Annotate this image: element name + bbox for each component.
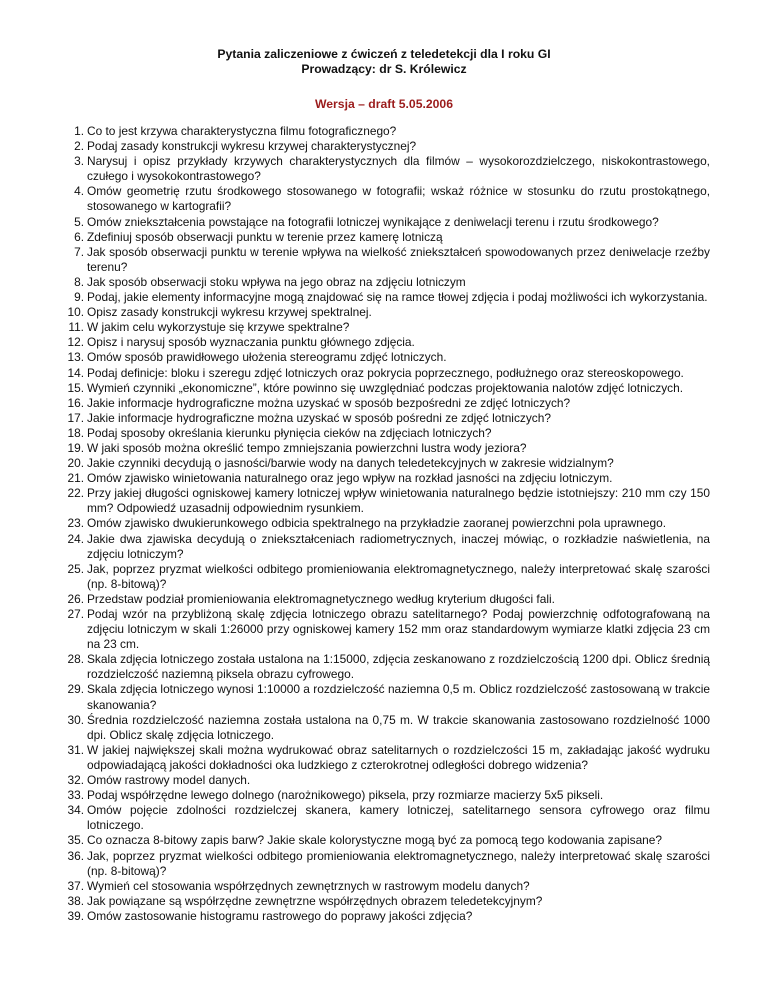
question-text: Podaj definicje: bloku i szeregu zdjęć lotniczych oraz pokrycia poprzecznego, podłużnego oraz stereoskopowego. <box>87 365 684 380</box>
question-number: 31. <box>67 742 84 757</box>
question-number: 18. <box>67 425 84 440</box>
question-text: Narysuj i opisz przykłady krzywych charakterystycznych dla filmów – wysokorozdzielczego, niskokontrastowego, czułego i wysokokontrastowego? <box>87 154 710 184</box>
question-number: 7. <box>74 244 84 259</box>
question-number: 21. <box>67 471 84 486</box>
question-text: Opisz i narysuj sposób wyznaczania punktu głównego zdjęcia. <box>87 335 415 350</box>
question-item <box>60 245 710 275</box>
question-number: 36. <box>67 848 84 863</box>
question-text: Omów zastosowanie histogramu rastrowego do poprawy jakości zdjęcia? <box>87 908 473 923</box>
question-item <box>60 516 710 531</box>
question-item <box>60 909 710 924</box>
question-item <box>60 486 710 516</box>
question-item <box>60 562 710 592</box>
question-item <box>60 396 710 411</box>
question-number: 23. <box>67 516 84 531</box>
question-number: 26. <box>67 591 84 606</box>
question-text: Wymień czynniki „ekonomiczne”, które powinno się uwzględniać podczas projektowania nalotów zdjęć lotniczych. <box>87 380 684 395</box>
version-label: Wersja – draft 5.05.2006 <box>315 97 453 111</box>
question-text: Jak, poprzez pryzmat wielkości odbitego promieniowania elektromagnetycznego, należy interpretować skalę szarości (np. 8-bitową)? <box>87 561 710 591</box>
question-number: 15. <box>67 380 84 395</box>
question-item <box>60 879 710 894</box>
question-item <box>60 788 710 803</box>
question-text: Co oznacza 8-bitowy zapis barw? Jakie skale kolorystyczne mogą być za pomocą tego kodowania zapisane? <box>87 833 663 848</box>
lecturer-line: Prowadzący: dr S. Królewicz <box>301 62 467 76</box>
question-number: 25. <box>67 561 84 576</box>
question-number: 30. <box>67 712 84 727</box>
question-item <box>60 471 710 486</box>
question-item <box>60 652 710 682</box>
question-text: Jak, poprzez pryzmat wielkości odbitego promieniowania elektromagnetycznego, należy interpretować skalę szarości (np. 8-bitową)? <box>87 848 710 878</box>
question-text: Skala zdjęcia lotniczego wynosi 1:10000 a rozdzielczość naziemna 0,5 m. Oblicz rozdzielczość zastosowaną w trakcie skanowania? <box>87 682 710 712</box>
question-text: Podaj wzór na przybliżoną skalę zdjęcia lotniczego obrazu satelitarnego? Podaj powierzchnię odfotografowaną na zdjęciu lotniczym w skali 1:26000 przy ogniskowej kamery 152 mm oraz standardowym wymiarze klatki zdjęcia 23 cm na 23 cm. <box>87 607 710 652</box>
question-text: Jak sposób obserwacji punktu w terenie wpływa na wielkość zniekształceń spowodowanych przez deniwelacje rzeźby terenu? <box>87 244 710 274</box>
question-number: 16. <box>67 395 84 410</box>
question-text: Omów geometrię rzutu środkowego stosowanego w fotografii; wskaż różnice w stosunku do rzutu prostokątnego, stosowanego w kartografii? <box>87 184 710 214</box>
question-item <box>60 441 710 456</box>
question-item <box>60 849 710 879</box>
question-number: 22. <box>67 486 84 501</box>
question-number: 6. <box>74 229 84 244</box>
question-text: Jakie czynniki decydują o jasności/barwie wody na danych teledetekcyjnych w zakresie widzialnym? <box>87 456 614 471</box>
question-text: Omów pojęcie zdolności rozdzielczej skanera, kamery lotniczej, satelitarnego sensora cyfrowego oraz filmu lotniczego. <box>87 803 710 833</box>
question-item <box>60 773 710 788</box>
question-item <box>60 713 710 743</box>
question-number: 4. <box>74 184 84 199</box>
question-number: 11. <box>68 320 84 335</box>
question-text: Przedstaw podział promieniowania elektromagnetycznego według kryterium długości fali. <box>87 591 555 606</box>
question-number: 8. <box>74 274 84 289</box>
question-number: 39. <box>67 908 84 923</box>
question-number: 32. <box>67 773 84 788</box>
question-number: 38. <box>67 893 84 908</box>
question-text: Omów zjawisko winietowania naturalnego oraz jego wpływ na rozkład jasności na zdjęciu lotniczym. <box>87 471 613 486</box>
question-number: 5. <box>74 214 84 229</box>
question-text: Omów rastrowy model danych. <box>87 773 251 788</box>
question-number: 9. <box>74 290 84 305</box>
question-item <box>60 320 710 335</box>
question-number: 27. <box>67 607 84 621</box>
question-item <box>60 290 710 305</box>
question-text: Wymień cel stosowania współrzędnych zewnętrznych w rastrowym modelu danych? <box>87 878 530 893</box>
question-number: 1. <box>74 124 84 138</box>
question-item <box>60 743 710 773</box>
question-number: 20. <box>67 456 84 471</box>
question-number: 35. <box>67 833 84 848</box>
question-item <box>60 682 710 712</box>
question-text: Omów zjawisko dwukierunkowego odbicia spektralnego na przykładzie zaoranej powierzchni pola uprawnego. <box>87 516 666 531</box>
question-text: W jakim celu wykorzystuje się krzywe spektralne? <box>87 320 350 335</box>
question-item <box>60 230 710 245</box>
document-title: Pytania zaliczeniowe z ćwiczeń z teledetekcji dla I roku GI <box>217 47 551 61</box>
question-number: 24. <box>67 531 84 546</box>
question-number: 33. <box>67 788 84 803</box>
question-number: 2. <box>74 139 84 154</box>
question-item <box>60 305 710 320</box>
question-item <box>60 411 710 426</box>
question-text: Opisz zasady konstrukcji wykresu krzywej spektralnej. <box>87 305 372 320</box>
question-text: W jakiej największej skali można wydrukować obraz satelitarnych o rozdzielczości 15 m, zakładając jakość wydruku odpowiadającą jakości dokładności oka ludzkiego z czterokrotnej odległości dobrego widzenia? <box>87 742 710 772</box>
question-item <box>60 184 710 214</box>
question-item <box>60 833 710 848</box>
question-item <box>60 350 710 365</box>
question-text: Jak powiązane są współrzędne zewnętrzne współrzędnych obrazem teledetekcyjnym? <box>87 893 543 908</box>
question-text: Podaj sposoby określania kierunku płynięcia cieków na zdjęciach lotniczych? <box>87 425 492 440</box>
question-item <box>60 335 710 350</box>
question-item <box>60 275 710 290</box>
question-number: 13. <box>67 350 84 365</box>
question-item <box>60 607 710 652</box>
question-text: Zdefiniuj sposób obserwacji punktu w terenie przez kamerę lotniczą <box>87 229 443 244</box>
question-number: 14. <box>67 365 84 380</box>
question-text: W jaki sposób można określić tempo zmniejszania powierzchni lustra wody jeziora? <box>87 440 527 455</box>
question-text: Podaj współrzędne lewego dolnego (narożnikowego) piksela, przy rozmiarze macierzy 5x5 pikseli. <box>87 788 604 803</box>
document-header <box>0 47 768 77</box>
question-text: Przy jakiej długości ogniskowej kamery lotniczej wpływ winietowania naturalnego będzie istotniejszy: 210 mm czy 150 mm? Odpowiedź uzasadnij odpowiednim rysunkiem. <box>87 486 710 516</box>
question-item <box>60 139 710 154</box>
question-number: 3. <box>74 154 84 169</box>
question-list <box>60 124 710 924</box>
question-number: 19. <box>67 440 84 455</box>
question-text: Omów zniekształcenia powstające na fotografii lotniczej wynikające z deniwelacji terenu i rzutu środkowego? <box>87 214 659 229</box>
question-text: Jakie informacje hydrograficzne można uzyskać w sposób pośredni ze zdjęć lotniczych? <box>87 410 551 425</box>
question-text: Podaj, jakie elementy informacyjne mogą znajdować się na ramce tłowej zdjęcia i podaj możliwości ich wykorzystania. <box>87 290 708 305</box>
question-item <box>60 381 710 396</box>
question-item <box>60 215 710 230</box>
question-item <box>60 366 710 381</box>
question-item <box>60 592 710 607</box>
question-item <box>60 154 710 184</box>
question-text: Omów sposób prawidłowego ułożenia stereogramu zdjęć lotniczych. <box>87 350 447 365</box>
question-item <box>60 124 710 139</box>
question-number: 37. <box>67 878 84 893</box>
question-item <box>60 894 710 909</box>
question-text: Skala zdjęcia lotniczego została ustalona na 1:15000, zdjęcia zeskanowano z rozdzielczością 1200 dpi. Oblicz średnią rozdzielczość naziemną piksela obrazu cyfrowego. <box>87 652 710 682</box>
question-number: 28. <box>67 652 84 667</box>
question-item <box>60 426 710 441</box>
question-text: Co to jest krzywa charakterystyczna filmu fotograficznego? <box>87 124 397 138</box>
question-text: Jakie dwa zjawiska decydują o zniekształceniach radiometrycznych, inaczej mówiąc, o rozkładzie naświetlenia, na zdjęciu lotniczym? <box>87 531 710 561</box>
question-text: Jakie informacje hydrograficzne można uzyskać w sposób bezpośredni ze zdjęć lotniczych? <box>87 395 571 410</box>
question-number: 34. <box>67 803 84 818</box>
question-text: Jak sposób obserwacji stoku wpływa na jego obraz na zdjęciu lotniczym <box>87 274 466 289</box>
question-number: 10. <box>67 305 84 320</box>
question-item <box>60 532 710 562</box>
question-number: 17. <box>67 410 84 425</box>
question-item <box>60 803 710 833</box>
question-number: 12. <box>67 335 84 350</box>
question-item <box>60 456 710 471</box>
question-text: Podaj zasady konstrukcji wykresu krzywej charakterystycznej? <box>87 139 417 154</box>
question-number: 29. <box>67 682 84 697</box>
question-text: Średnia rozdzielczość naziemna została ustalona na 0,75 m. W trakcie skanowania zastosowano rozdzielność 1000 dpi. Oblicz skalę zdjęcia lotniczego. <box>87 712 710 742</box>
